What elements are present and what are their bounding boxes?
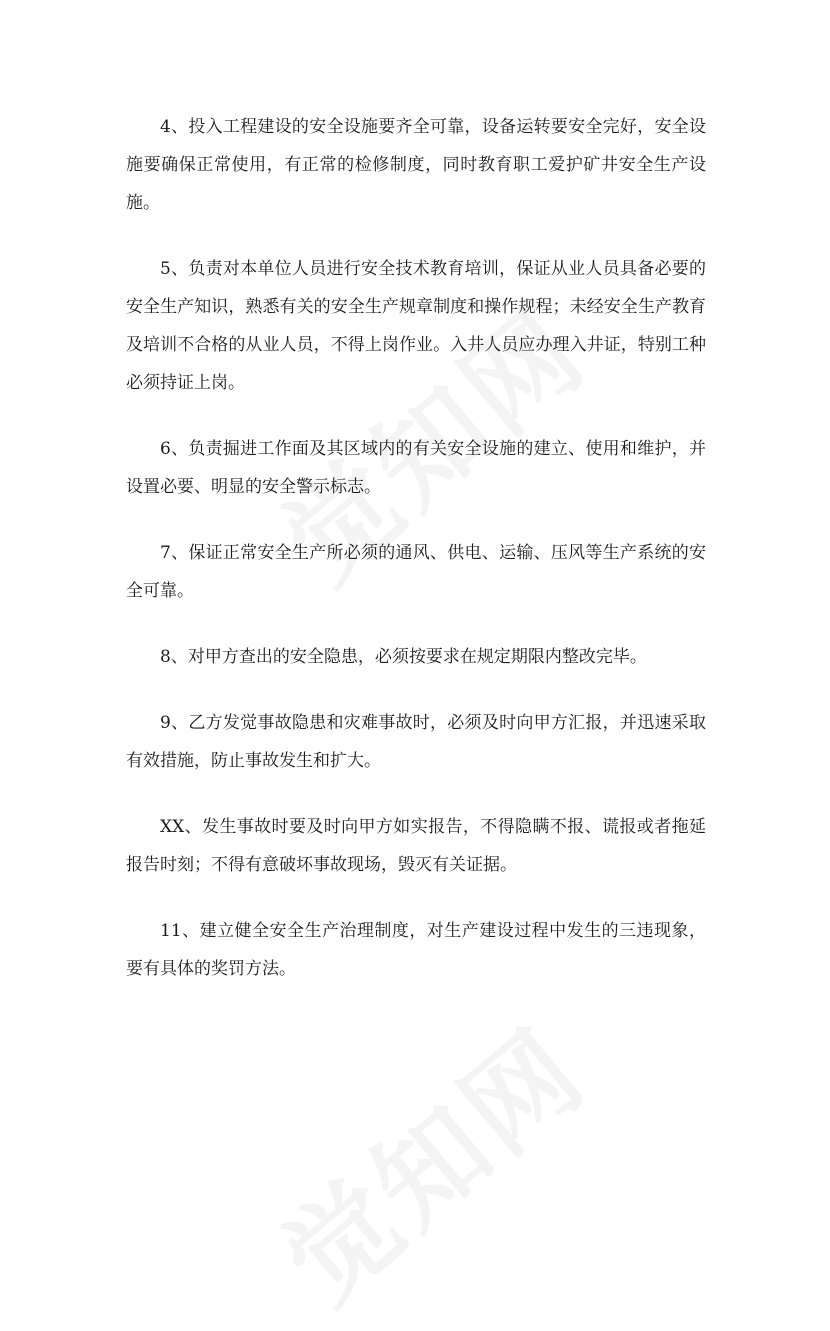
document-body bbox=[126, 108, 706, 1016]
paragraph-item-5: 5、负责对本单位人员进行安全技术教育培训，保证从业人员具备必要的安全生产知识，熟悉有关的安全生产规章制度和操作规程；未经安全生产教育及培训不合格的从业人员，不得上岗作业。入井人员应办理入井证，特别工种必须持证上岗。 bbox=[126, 259, 706, 393]
paragraph-item-6: 6、负责掘进工作面及其区域内的有关安全设施的建立、使用和维护，并设置必要、明显的安全警示标志。 bbox=[126, 439, 706, 497]
paragraph-item-7: 7、保证正常安全生产所必须的通风、供电、运输、压风等生产系统的安全可靠。 bbox=[126, 543, 706, 601]
paragraph-item-4: 4、投入工程建设的安全设施要齐全可靠，设备运转要安全完好，安全设施要确保正常使用，有正常的检修制度，同时教育职工爱护矿井安全生产设施。 bbox=[126, 117, 706, 213]
watermark-text bbox=[245, 987, 613, 1331]
paragraph-item-9: 9、乙方发觉事故隐患和灾难事故时，必须及时向甲方汇报，并迅速采取有效措施，防止事故发生和扩大。 bbox=[126, 713, 706, 771]
paragraph-item-10: XX、发生事故时要及时向甲方如实报告，不得隐瞒不报、谎报或者拖延报告时刻；不得有意破坏事故现场，毁灭有关证据。 bbox=[126, 817, 706, 875]
paragraph-item-8: 8、对甲方查出的安全隐患，必须按要求在规定期限内整改完毕。 bbox=[160, 647, 647, 667]
paragraph-item-11: 11、建立健全安全生产治理制度，对生产建设过程中发生的三违现象，要有具体的奖罚方法。 bbox=[126, 921, 706, 979]
